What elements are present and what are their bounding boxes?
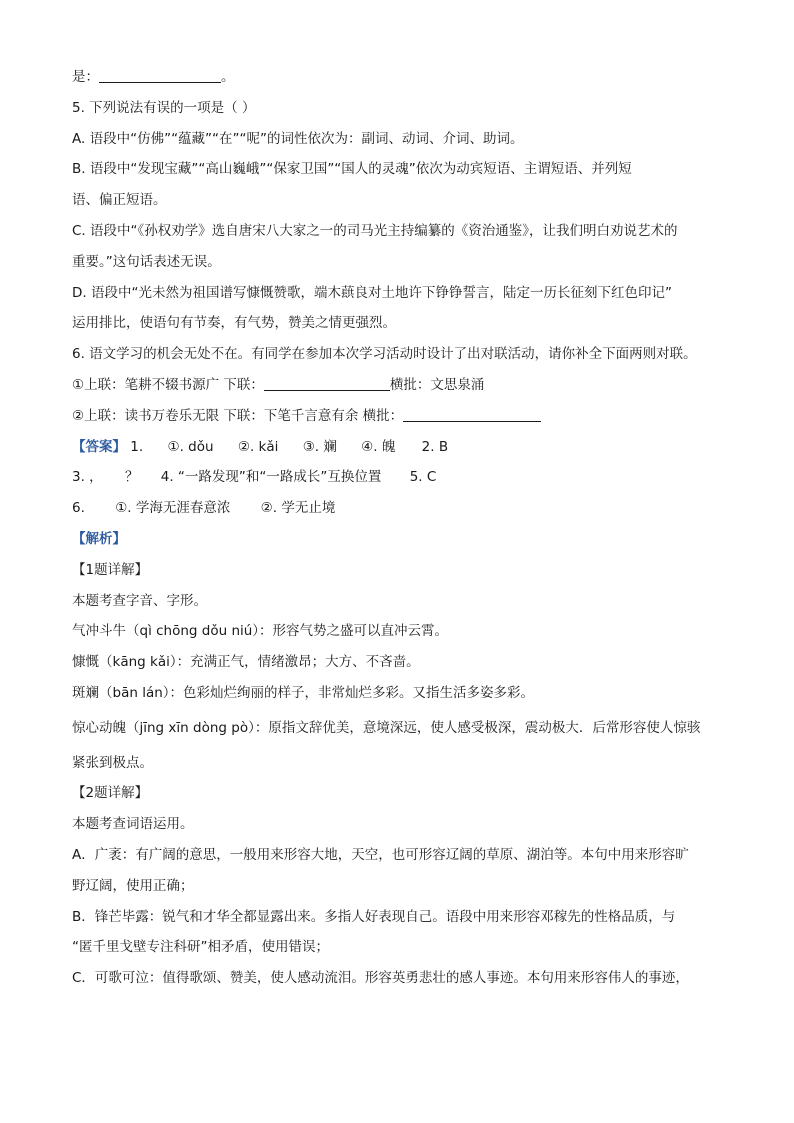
detail-2-heading: 【2题详解】 [72, 785, 149, 802]
question-6-stem: 6. 语文学习的机会无处不在。有同学在参加本次学习活动时设计了出对联活动，请你补全下面两则对联。 [72, 346, 697, 363]
detail-1-word-4-cont: 紧张到极点。 [72, 754, 153, 771]
couplet-1-blank [264, 374, 390, 391]
detail-1-word-1: 气冲斗牛（qì chōng dǒu niú）：形容气势之盛可以直冲云霄。 [72, 623, 449, 640]
q5-option-a: A. 语段中“仿佛”“蕴藏”“在”“呢”的词性依次为：副词、动词、介词、助词。 [72, 130, 524, 147]
detail-2-a: A．广袤：有广阔的意思，一般用来形容大地，天空，也可形容辽阔的草原、湖泊等。本句中用来形容旷 [72, 846, 689, 863]
detail-1-word-2: 慷慨（kāng kǎi）：充满正气，情绪激昂；大方、不吝啬。 [72, 654, 420, 671]
answer-tag: 【答案】 [72, 438, 126, 455]
detail-2-b-cont: “匿千里戈壁专注科研”相矛盾，使用错误； [72, 939, 329, 956]
question-5-stem: 5. 下列说法有误的一项是（ ） [72, 99, 256, 116]
detail-1-word-4: 惊心动魄（jīng xīn dòng pò）：原指文辞优美，意境深远，使人感受极深，震动极大．后常形容使人惊骇 [72, 719, 701, 736]
detail-2-a-cont: 野辽阔，使用正确； [72, 877, 194, 894]
answer-line-3: 6. ①. 学海无涯春意浓 ②. 学无止境 [72, 500, 336, 517]
couplet-1: ①上联：笔耕不辍书源广 下联： 横批：文思泉涌 [72, 370, 722, 401]
q5-option-d-cont: 运用排比，使语句有节奏，有气势，赞美之情更强烈。 [72, 315, 396, 332]
couplet-2: ②上联：读书万卷乐无限 下联：下笔千言意有余 横批： [72, 401, 722, 432]
detail-2-b: B．锋芒毕露：锐气和才华全都显露出来。多指人好表现自己。语段中用来形容邓稼先的性格品质，与 [72, 908, 676, 925]
q5-option-c: C. 语段中“《孙权劝学》选自唐宋八大家之一的司马光主持编纂的《资治通鉴》，让我们明白劝说艺术的 [72, 222, 678, 239]
detail-2-c: C．可歌可泣：值得歌颂、赞美，使人感动流泪。形容英勇悲壮的感人事迹。本句用来形容伟人的事迹， [72, 970, 689, 987]
detail-2-intro: 本题考查词语运用。 [72, 816, 194, 833]
q5-option-b-cont: 语、偏正短语。 [72, 192, 167, 209]
answer-line-2: 3. ， ？ 4. “一路发现”和“一路成长”互换位置 5. C [72, 469, 437, 486]
analysis-tag: 【解析】 [72, 530, 126, 547]
text-line: 是： 。 [72, 62, 722, 93]
answer-line-1: 【答案】 1. ①. dǒu ②. kǎi ③. 斓 ④. 魄 2. B [72, 438, 449, 455]
couplet-2-blank [403, 405, 541, 422]
detail-1-heading: 【1题详解】 [72, 561, 149, 578]
detail-1-word-3: 斑斓（bān lán）：色彩灿烂绚丽的样子，非常灿烂多彩。又指生活多姿多彩。 [72, 684, 535, 701]
q5-option-b: B. 语段中“发现宝藏”“高山巍峨”“保家卫国”“国人的灵魂”依次为动宾短语、主谓短语、并列短 [72, 161, 632, 178]
document-page [72, 62, 722, 994]
q5-option-d: D. 语段中“光未然为祖国谱写慷慨赞歌，端木蕻良对土地许下铮铮誓言，陆定一历长征刻下红色印记” [72, 284, 672, 301]
detail-1-intro: 本题考查字音、字形。 [72, 592, 207, 609]
answer-blank [99, 66, 221, 83]
q5-option-c-cont: 重要。”这句话表述无误。 [72, 253, 221, 270]
